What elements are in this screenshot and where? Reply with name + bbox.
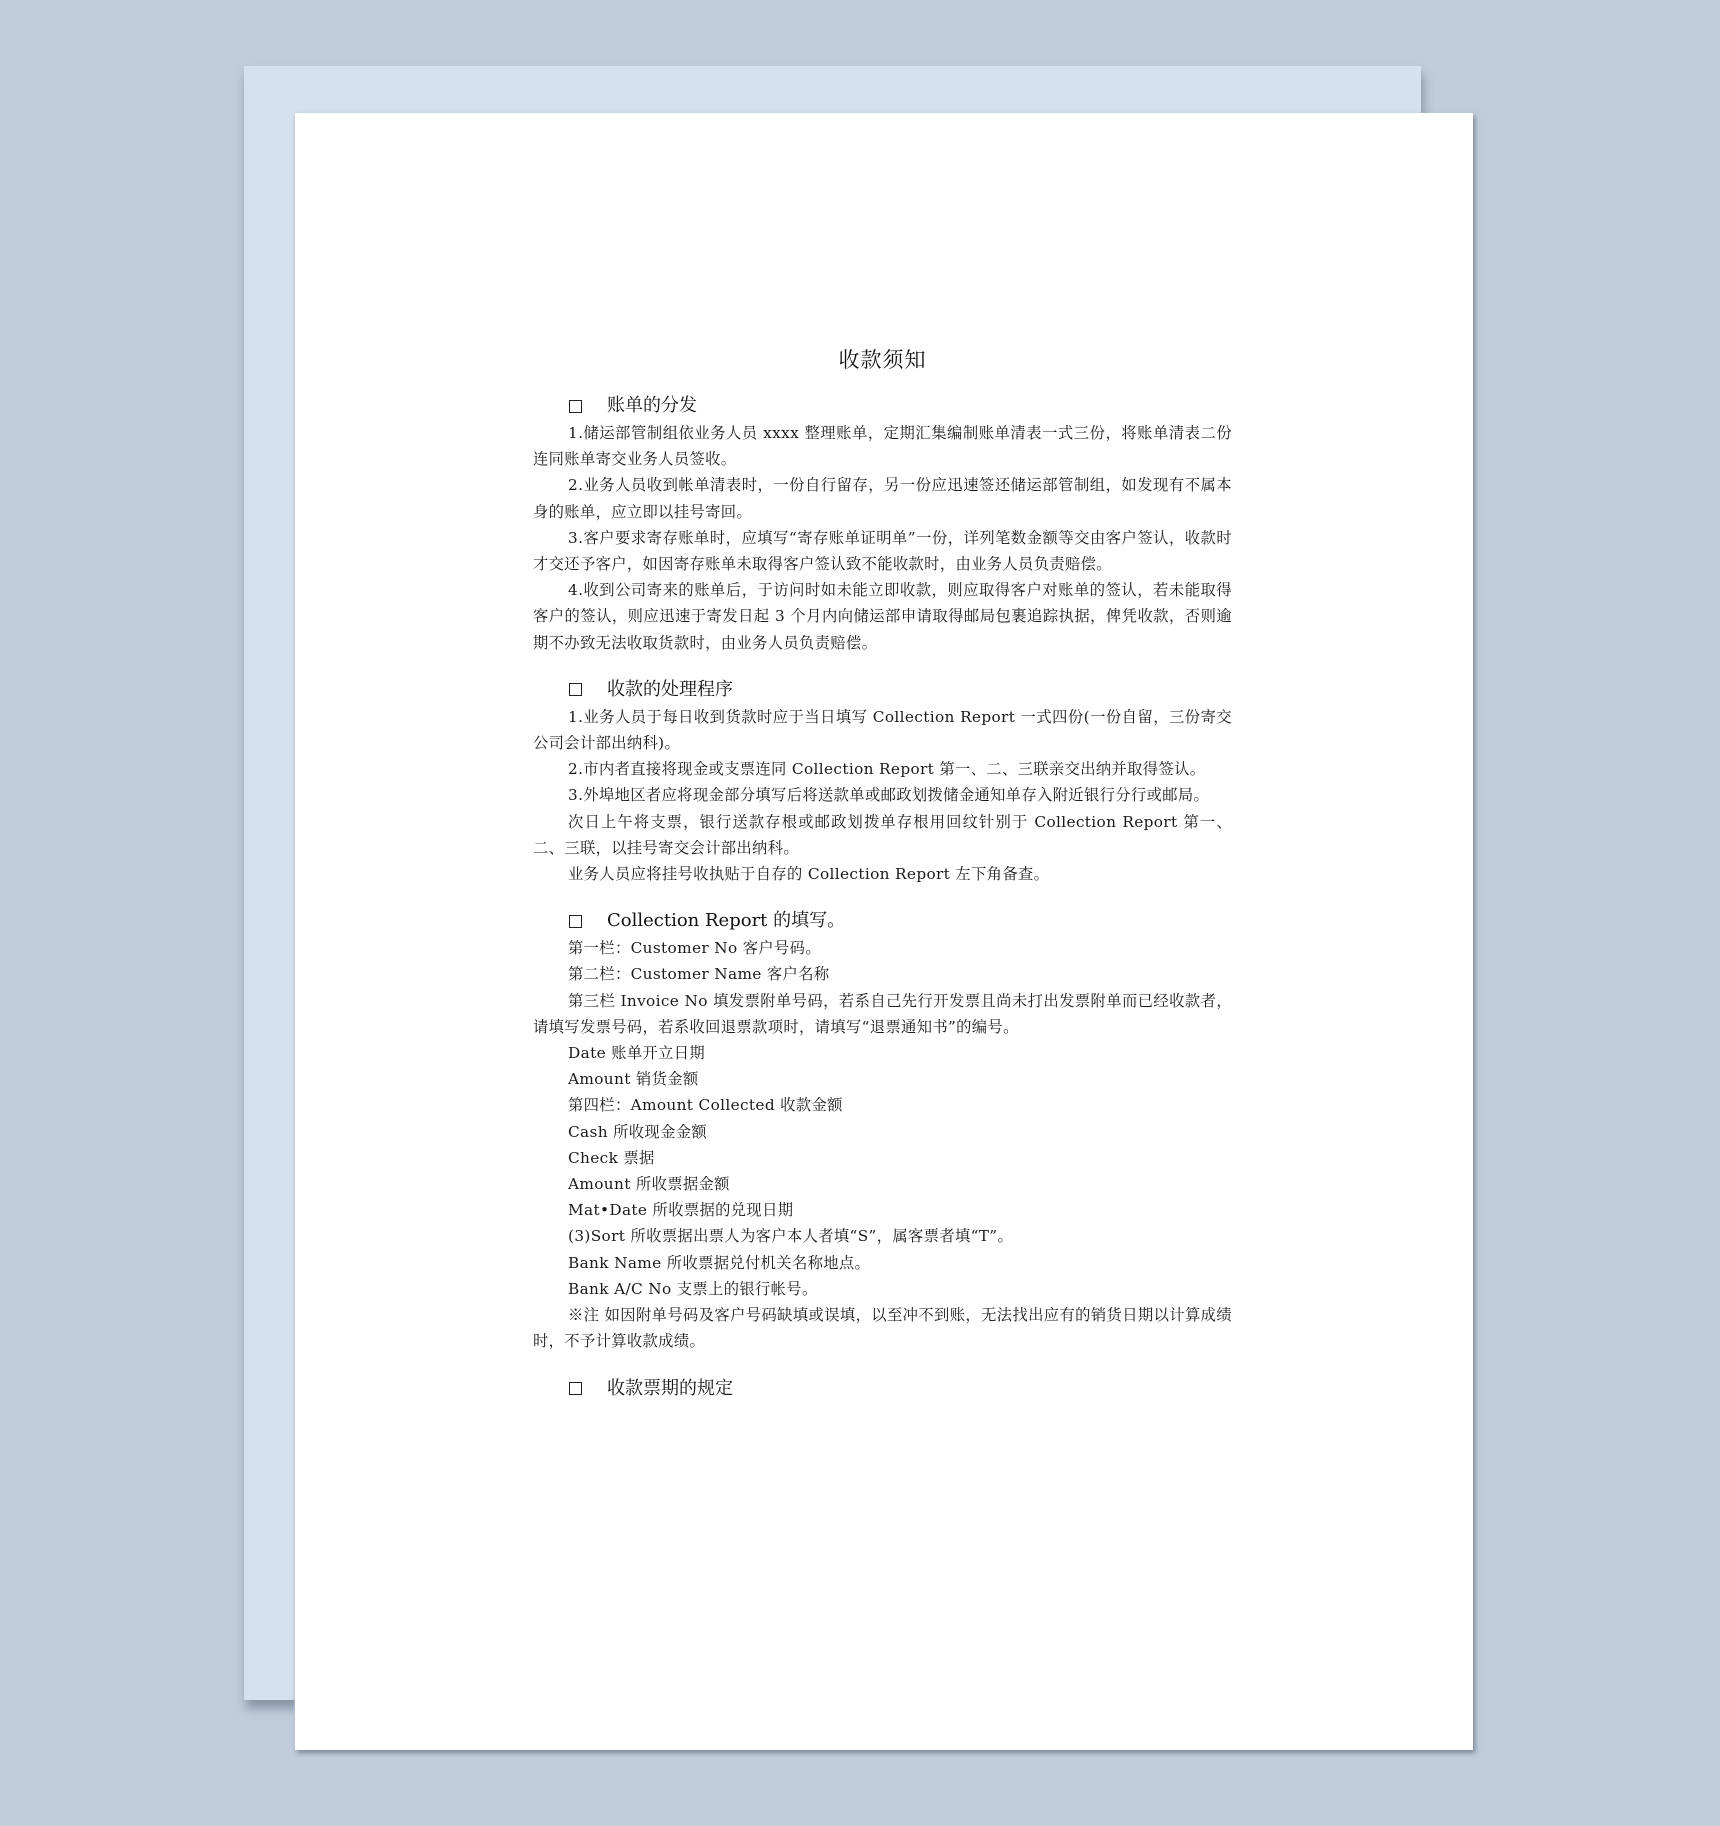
field-sort: (3)Sort 所收票据出票人为客户本人者填“S”，属客票者填“T”。 <box>568 1227 1014 1246</box>
section-heading <box>533 676 1232 704</box>
section-collection-procedure <box>533 676 1232 887</box>
checkbox-icon <box>569 915 582 928</box>
field-customer-name: 第二栏：Customer Name 客户名称 <box>568 965 830 984</box>
field-amount: Amount 销货金额 <box>568 1070 699 1089</box>
field-check-amount: Amount 所收票据金额 <box>568 1175 730 1194</box>
paragraph: 1.储运部管制组依业务人员 xxxx 整理账单，定期汇集编制账单清表一式三份，将账单清表二份连同账单寄交业务人员签收。 <box>533 424 1232 469</box>
section-heading <box>533 907 1232 935</box>
field-bank-account: Bank A/C No 支票上的银行帐号。 <box>568 1279 818 1298</box>
field-invoice-no: 第三栏 Invoice No 填发票附单号码，若系自己先行开发票且尚未打出发票附单而已经收款者，请填写发票号码，若系收回退票款项时，请填写“退票通知书”的编号。 <box>533 991 1232 1036</box>
section-heading-text: 收款票期的规定 <box>607 1377 733 1399</box>
field-check: Check 票据 <box>568 1148 655 1167</box>
section-bill-distribution <box>533 392 1232 656</box>
section-collection-period-rules <box>533 1375 1232 1403</box>
paragraph: 2.市内者直接将现金或支票连同 Collection Report 第一、二、三联亲交出纳并取得签认。 <box>568 760 1206 779</box>
paragraph: 2.业务人员收到帐单清表时，一份自行留存，另一份应迅速签还储运部管制组，如发现有不属本身的账单，应立即以挂号寄回。 <box>533 476 1232 521</box>
paragraph: 4.收到公司寄来的账单后，于访问时如未能立即收款，则应取得客户对账单的签认，若未能取得客户的签认，则应迅速于寄发日起 3 个月内向储运部申请取得邮局包裹追踪执据，俾凭收款，否则逾期不办致无法收取货款时，由业务人员负责赔偿。 <box>533 581 1232 652</box>
section-heading <box>533 1375 1232 1403</box>
section-heading-text: 收款的处理程序 <box>607 678 733 700</box>
field-customer-no: 第一栏：Customer No 客户号码。 <box>568 939 821 958</box>
field-cash: Cash 所收现金金额 <box>568 1122 708 1141</box>
paragraph: 3.客户要求寄存账单时，应填写“寄存账单证明单”一份，详列笔数金额等交由客户签认，收款时才交还予客户，如因寄存账单未取得客户签认致不能收款时，由业务人员负责赔偿。 <box>533 528 1232 574</box>
paragraph: 3.外埠地区者应将现金部分填写后将送款单或邮政划拨储金通知单存入附近银行分行或邮局。 <box>568 786 1210 805</box>
field-maturity-date: Mat•Date 所收票据的兑现日期 <box>568 1201 794 1220</box>
checkbox-icon <box>569 683 582 696</box>
document-title: 收款须知 <box>838 348 927 372</box>
paragraph: 业务人员应将挂号收执贴于自存的 Collection Report 左下角备查。 <box>568 865 1050 884</box>
section-heading-text: 账单的分发 <box>607 395 697 416</box>
checkbox-icon <box>569 400 582 413</box>
field-bank-name: Bank Name 所收票据兑付机关名称地点。 <box>568 1253 871 1272</box>
section-heading-text: Collection Report 的填写。 <box>607 910 846 932</box>
checkbox-icon <box>569 1382 582 1395</box>
paragraph: 1.业务人员于每日收到货款时应于当日填写 Collection Report 一式四份(一份自留，三份寄交公司会计部出纳科)。 <box>533 707 1232 753</box>
field-amount-collected: 第四栏：Amount Collected 收款金额 <box>568 1096 843 1115</box>
note-paragraph: ※注 如因附单号码及客户号码缺填或误填，以至冲不到账，无法找出应有的销货日期以计算成绩时，不予计算收款成绩。 <box>533 1306 1232 1351</box>
field-date: Date 账单开立日期 <box>568 1044 706 1063</box>
paragraph: 次日上午将支票，银行送款存根或邮政划拨单存根用回纹针别于 Collection Report 第一、二、三联，以挂号寄交会计部出纳科。 <box>533 812 1232 857</box>
document-content <box>533 340 1232 1423</box>
section-heading <box>533 392 1232 420</box>
section-collection-report-filling <box>533 907 1232 1354</box>
